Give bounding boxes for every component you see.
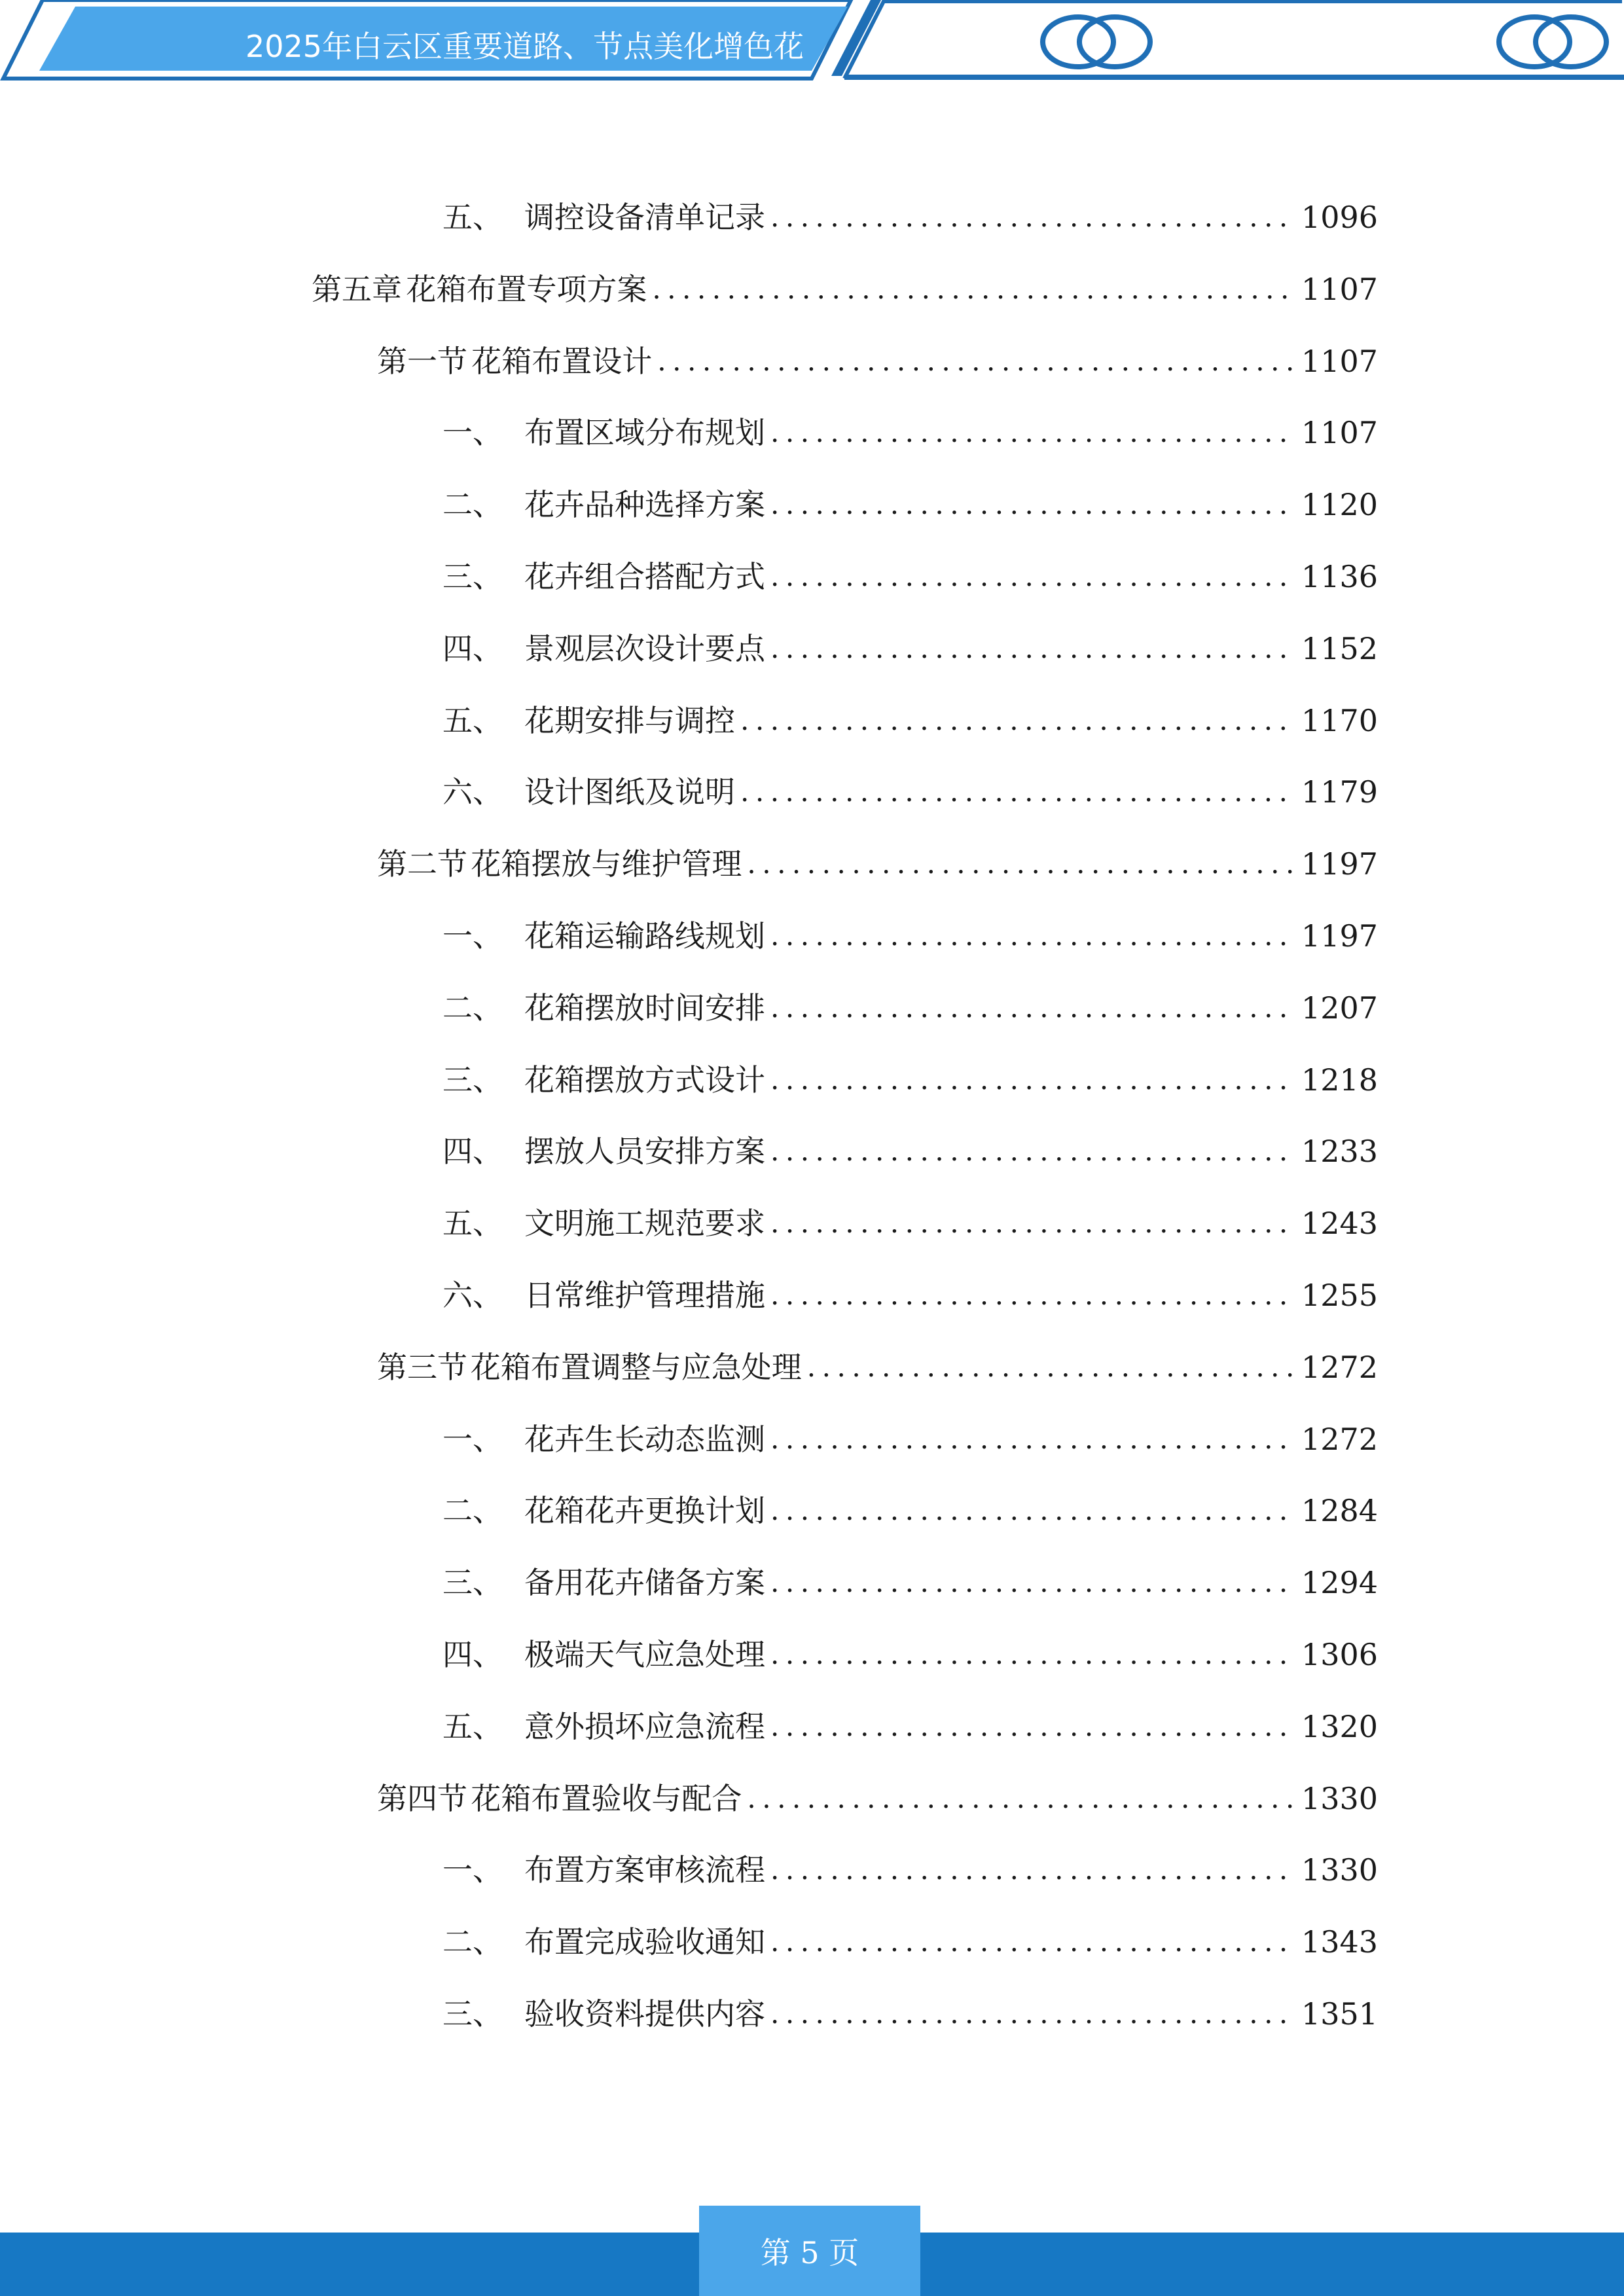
toc-entry-number: 第三节 xyxy=(377,1350,467,1385)
toc-entry-title: 意外损坏应急流程 xyxy=(524,1709,765,1744)
toc-entry[interactable] xyxy=(442,406,1378,459)
toc-entry-title: 文明施工规范要求 xyxy=(524,1206,765,1241)
page-header xyxy=(0,0,1624,85)
toc-entry-title: 花箱摆放与维护管理 xyxy=(471,846,742,882)
toc-entry-number: 四、 xyxy=(442,631,503,666)
toc-entry[interactable] xyxy=(442,1413,1378,1465)
toc-entry[interactable] xyxy=(442,1916,1378,1968)
toc-entry-number: 三、 xyxy=(442,1062,503,1098)
toc-entry-page: 1197 xyxy=(1301,846,1378,882)
toc-entry-page: 1343 xyxy=(1301,1924,1378,1960)
toc-entry-title: 日常维护管理措施 xyxy=(524,1278,765,1313)
toc-entry[interactable] xyxy=(442,622,1378,675)
toc-entry-page: 1255 xyxy=(1301,1278,1378,1313)
toc-entry-title: 布置方案审核流程 xyxy=(524,1852,765,1888)
toc-dot-leader xyxy=(770,1628,1292,1681)
toc-entry-page: 1233 xyxy=(1301,1134,1378,1169)
toc-entry-page: 1330 xyxy=(1301,1781,1378,1816)
toc-entry[interactable] xyxy=(442,191,1378,243)
toc-entry[interactable] xyxy=(442,550,1378,603)
toc-entry-title: 花箱花卉更换计划 xyxy=(524,1493,765,1528)
toc-entry-page: 1284 xyxy=(1301,1493,1378,1528)
toc-entry-title: 花卉组合搭配方式 xyxy=(524,559,765,594)
toc-entry-title: 设计图纸及说明 xyxy=(524,774,735,810)
toc-entry-title: 花箱布置专项方案 xyxy=(406,272,647,307)
toc-dot-leader xyxy=(740,766,1292,818)
toc-entry-number: 三、 xyxy=(442,559,503,594)
toc-entry[interactable] xyxy=(442,1628,1378,1681)
toc-entry[interactable] xyxy=(442,694,1378,747)
toc-entry-title: 极端天气应急处理 xyxy=(524,1637,765,1672)
toc-dot-leader xyxy=(770,1916,1292,1968)
toc-dot-leader xyxy=(770,1197,1292,1249)
toc-entry-number: 五、 xyxy=(442,1206,503,1241)
toc-entry[interactable] xyxy=(442,1988,1378,2040)
toc-entry-number: 五、 xyxy=(442,200,503,235)
toc-entry-title: 布置完成验收通知 xyxy=(524,1924,765,1960)
toc-dot-leader xyxy=(770,550,1292,603)
toc-entry[interactable] xyxy=(442,910,1378,962)
toc-dot-leader xyxy=(770,1844,1292,1896)
toc-entry-title: 景观层次设计要点 xyxy=(524,631,765,666)
toc-entry-page: 1107 xyxy=(1301,415,1378,450)
header-title: 2025年白云区重要道路、节点美化增色花 xyxy=(245,29,804,64)
toc-entry[interactable] xyxy=(312,263,1378,315)
toc-entry[interactable] xyxy=(442,1054,1378,1106)
toc-entry-number: 五、 xyxy=(442,1709,503,1744)
double-ring-logo-icon xyxy=(1038,12,1155,72)
toc-entry-title: 花卉生长动态监测 xyxy=(524,1422,765,1457)
toc-entry[interactable] xyxy=(377,1341,1378,1393)
toc-entry-page: 1170 xyxy=(1301,703,1378,738)
toc-entry[interactable] xyxy=(442,982,1378,1034)
toc-entry-title: 布置区域分布规划 xyxy=(524,415,765,450)
toc-entry-number: 二、 xyxy=(442,990,503,1026)
toc-dot-leader xyxy=(807,1341,1292,1393)
toc-entry-title: 花卉品种选择方案 xyxy=(524,487,765,522)
toc-entry[interactable] xyxy=(442,1844,1378,1896)
toc-entry-page: 1207 xyxy=(1301,990,1378,1026)
toc-entry[interactable] xyxy=(442,478,1378,531)
toc-entry-title: 花箱布置验收与配合 xyxy=(471,1781,742,1816)
toc-entry-title: 备用花卉储备方案 xyxy=(524,1565,765,1600)
double-ring-logo-icon xyxy=(1494,12,1612,72)
toc-entry-page: 1152 xyxy=(1301,631,1378,666)
toc-dot-leader xyxy=(770,1484,1292,1537)
toc-entry-number: 一、 xyxy=(442,1852,503,1888)
toc-entry-page: 1107 xyxy=(1301,344,1378,379)
toc-entry[interactable] xyxy=(442,1556,1378,1609)
toc-entry-title: 验收资料提供内容 xyxy=(524,1996,765,2032)
toc-dot-leader xyxy=(770,1054,1292,1106)
toc-entry-page: 1243 xyxy=(1301,1206,1378,1241)
toc-entry-number: 第五章 xyxy=(312,272,402,307)
toc-entry-number: 二、 xyxy=(442,487,503,522)
toc-entry-number: 六、 xyxy=(442,1278,503,1313)
toc-entry-page: 1351 xyxy=(1301,1996,1378,2032)
toc-entry-page: 1330 xyxy=(1301,1852,1378,1888)
toc-entry[interactable] xyxy=(442,1269,1378,1321)
toc-dot-leader xyxy=(657,335,1292,387)
toc-dot-leader xyxy=(747,1772,1292,1825)
toc-entry-number: 六、 xyxy=(442,774,503,810)
toc-entry-number: 五、 xyxy=(442,703,503,738)
toc-entry-number: 二、 xyxy=(442,1493,503,1528)
toc-entry-number: 一、 xyxy=(442,415,503,450)
toc-entry-number: 一、 xyxy=(442,918,503,954)
toc-entry-title: 调控设备清单记录 xyxy=(524,200,765,235)
toc-entry-title: 花箱摆放方式设计 xyxy=(524,1062,765,1098)
toc-dot-leader xyxy=(747,838,1292,890)
toc-entry[interactable] xyxy=(442,1125,1378,1177)
toc-dot-leader xyxy=(770,1269,1292,1321)
toc-entry-page: 1107 xyxy=(1301,272,1378,307)
toc-entry-number: 三、 xyxy=(442,1565,503,1600)
toc-entry-page: 1179 xyxy=(1301,774,1378,810)
toc-entry[interactable] xyxy=(377,335,1378,387)
toc-entry-title: 花箱布置调整与应急处理 xyxy=(470,1350,802,1385)
toc-entry-number: 四、 xyxy=(442,1134,503,1169)
toc-entry-page: 1306 xyxy=(1301,1637,1378,1672)
toc-entry-number: 四、 xyxy=(442,1637,503,1672)
toc-dot-leader xyxy=(770,1125,1292,1177)
toc-entry-page: 1096 xyxy=(1301,200,1378,235)
toc-entry-page: 1197 xyxy=(1301,918,1378,954)
toc-entry-page: 1272 xyxy=(1301,1350,1378,1385)
toc-entry[interactable] xyxy=(442,766,1378,818)
toc-dot-leader xyxy=(770,1556,1292,1609)
toc-entry-number: 第二节 xyxy=(377,846,467,882)
toc-dot-leader xyxy=(770,1988,1292,2040)
toc-entry-number: 第四节 xyxy=(377,1781,467,1816)
toc-entry[interactable] xyxy=(377,1772,1378,1825)
toc-dot-leader xyxy=(770,1700,1292,1753)
toc-dot-leader xyxy=(652,263,1292,315)
toc-entry-page: 1320 xyxy=(1301,1709,1378,1744)
toc-entry-page: 1120 xyxy=(1301,487,1378,522)
toc-entry-title: 摆放人员安排方案 xyxy=(524,1134,765,1169)
toc-entry[interactable] xyxy=(442,1197,1378,1249)
toc-dot-leader xyxy=(770,406,1292,459)
toc-entry-title: 花期安排与调控 xyxy=(524,703,735,738)
toc-entry-page: 1136 xyxy=(1301,559,1378,594)
toc-entry-number: 一、 xyxy=(442,1422,503,1457)
toc-entry[interactable] xyxy=(442,1700,1378,1753)
toc-dot-leader xyxy=(770,622,1292,675)
toc-dot-leader xyxy=(740,694,1292,747)
page-number: 第 5 页 xyxy=(760,2235,859,2270)
toc-entry[interactable] xyxy=(442,1484,1378,1537)
toc-dot-leader xyxy=(770,1413,1292,1465)
toc-entry-page: 1294 xyxy=(1301,1565,1378,1600)
toc-entry-page: 1218 xyxy=(1301,1062,1378,1098)
toc-dot-leader xyxy=(770,478,1292,531)
toc-entry[interactable] xyxy=(377,838,1378,890)
toc-dot-leader xyxy=(770,191,1292,243)
toc-entry-page: 1272 xyxy=(1301,1422,1378,1457)
toc-dot-leader xyxy=(770,910,1292,962)
toc-entry-title: 花箱摆放时间安排 xyxy=(524,990,765,1026)
toc-dot-leader xyxy=(770,982,1292,1034)
toc-entry-number: 三、 xyxy=(442,1996,503,2032)
toc-entry-number: 二、 xyxy=(442,1924,503,1960)
toc-entry-title: 花箱布置设计 xyxy=(471,344,653,379)
toc-entry-title: 花箱运输路线规划 xyxy=(524,918,765,954)
footer-page-tab xyxy=(699,2206,920,2296)
toc-entry-number: 第一节 xyxy=(377,344,467,379)
